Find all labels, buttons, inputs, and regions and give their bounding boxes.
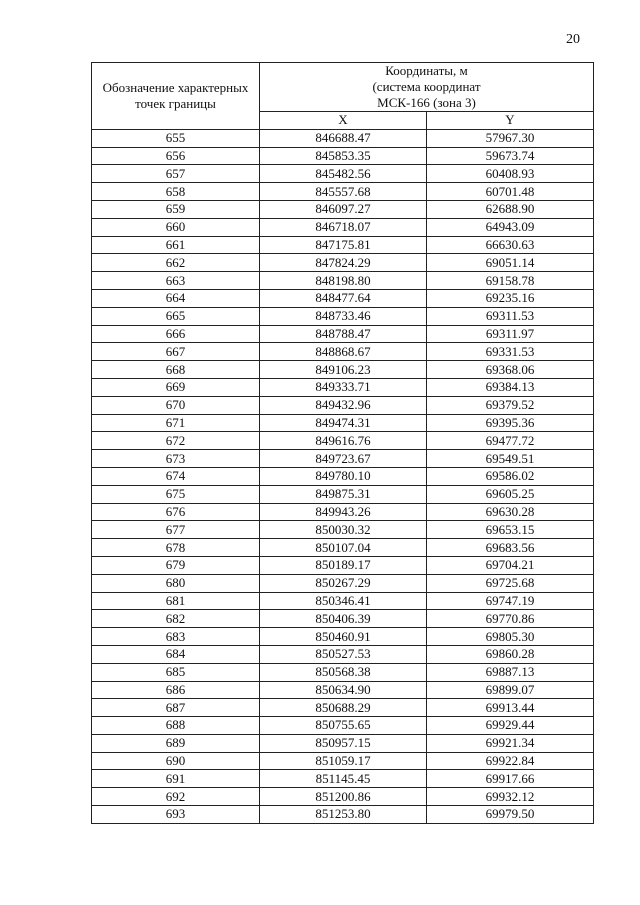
point-id-cell: 657 <box>92 165 260 183</box>
point-id-cell: 655 <box>92 129 260 147</box>
y-coordinate-cell: 69653.15 <box>427 521 594 539</box>
x-coordinate-cell: 849875.31 <box>260 485 427 503</box>
y-coordinate-cell: 69922.84 <box>427 752 594 770</box>
point-id-cell: 684 <box>92 645 260 663</box>
table-row <box>92 378 594 396</box>
x-coordinate-cell: 850406.39 <box>260 610 427 628</box>
x-coordinate-cell: 849943.26 <box>260 503 427 521</box>
point-id-cell: 677 <box>92 521 260 539</box>
point-id-cell: 691 <box>92 770 260 788</box>
y-coordinate-cell: 69395.36 <box>427 414 594 432</box>
y-coordinate-cell: 69630.28 <box>427 503 594 521</box>
x-coordinate-cell: 846718.07 <box>260 218 427 236</box>
x-coordinate-cell: 849432.96 <box>260 396 427 414</box>
y-coordinate-cell: 69932.12 <box>427 788 594 806</box>
table-row <box>92 325 594 343</box>
table-row <box>92 236 594 254</box>
point-id-cell: 693 <box>92 806 260 824</box>
point-id-cell: 680 <box>92 574 260 592</box>
table-row <box>92 218 594 236</box>
header-x: X <box>260 112 427 130</box>
y-coordinate-cell: 69051.14 <box>427 254 594 272</box>
x-coordinate-cell: 850030.32 <box>260 521 427 539</box>
point-id-cell: 690 <box>92 752 260 770</box>
point-id-cell: 661 <box>92 236 260 254</box>
table-row <box>92 254 594 272</box>
x-coordinate-cell: 850107.04 <box>260 539 427 557</box>
x-coordinate-cell: 850346.41 <box>260 592 427 610</box>
table-row <box>92 663 594 681</box>
table-row <box>92 147 594 165</box>
y-coordinate-cell: 69805.30 <box>427 628 594 646</box>
x-coordinate-cell: 848198.80 <box>260 272 427 290</box>
y-coordinate-cell: 59673.74 <box>427 147 594 165</box>
y-coordinate-cell: 69979.50 <box>427 806 594 824</box>
x-coordinate-cell: 847824.29 <box>260 254 427 272</box>
table-row <box>92 343 594 361</box>
point-id-cell: 688 <box>92 717 260 735</box>
table-row <box>92 289 594 307</box>
table-row <box>92 592 594 610</box>
x-coordinate-cell: 848788.47 <box>260 325 427 343</box>
table-row <box>92 752 594 770</box>
table-row <box>92 539 594 557</box>
header-coordinates <box>260 63 594 112</box>
y-coordinate-cell: 69683.56 <box>427 539 594 557</box>
point-id-cell: 669 <box>92 378 260 396</box>
header-coords-line1: Координаты, м <box>385 63 468 78</box>
point-id-cell: 678 <box>92 539 260 557</box>
table-row <box>92 503 594 521</box>
point-id-cell: 682 <box>92 610 260 628</box>
point-id-cell: 671 <box>92 414 260 432</box>
point-id-cell: 672 <box>92 432 260 450</box>
y-coordinate-cell: 69158.78 <box>427 272 594 290</box>
y-coordinate-cell: 69477.72 <box>427 432 594 450</box>
point-id-cell: 675 <box>92 485 260 503</box>
table-row <box>92 165 594 183</box>
table-row <box>92 450 594 468</box>
x-coordinate-cell: 849106.23 <box>260 361 427 379</box>
x-coordinate-cell: 851145.45 <box>260 770 427 788</box>
y-coordinate-cell: 69899.07 <box>427 681 594 699</box>
table-row <box>92 200 594 218</box>
point-id-cell: 656 <box>92 147 260 165</box>
header-point-designation: Обозначение характерных точек границы <box>92 63 260 130</box>
point-id-cell: 679 <box>92 556 260 574</box>
y-coordinate-cell: 60408.93 <box>427 165 594 183</box>
y-coordinate-cell: 60701.48 <box>427 183 594 201</box>
x-coordinate-cell: 849474.31 <box>260 414 427 432</box>
coordinates-table <box>91 62 594 824</box>
x-coordinate-cell: 849723.67 <box>260 450 427 468</box>
point-id-cell: 674 <box>92 467 260 485</box>
point-id-cell: 666 <box>92 325 260 343</box>
y-coordinate-cell: 69368.06 <box>427 361 594 379</box>
point-id-cell: 683 <box>92 628 260 646</box>
x-coordinate-cell: 849333.71 <box>260 378 427 396</box>
point-id-cell: 663 <box>92 272 260 290</box>
y-coordinate-cell: 69929.44 <box>427 717 594 735</box>
y-coordinate-cell: 69913.44 <box>427 699 594 717</box>
table-header <box>92 63 594 130</box>
x-coordinate-cell: 850634.90 <box>260 681 427 699</box>
x-coordinate-cell: 850568.38 <box>260 663 427 681</box>
x-coordinate-cell: 846097.27 <box>260 200 427 218</box>
x-coordinate-cell: 848733.46 <box>260 307 427 325</box>
table-row <box>92 574 594 592</box>
table-row <box>92 610 594 628</box>
x-coordinate-cell: 851059.17 <box>260 752 427 770</box>
x-coordinate-cell: 850755.65 <box>260 717 427 735</box>
x-coordinate-cell: 847175.81 <box>260 236 427 254</box>
table-row <box>92 681 594 699</box>
table-row <box>92 396 594 414</box>
x-coordinate-cell: 851200.86 <box>260 788 427 806</box>
y-coordinate-cell: 69860.28 <box>427 645 594 663</box>
table-body <box>92 129 594 823</box>
table-row <box>92 699 594 717</box>
point-id-cell: 665 <box>92 307 260 325</box>
x-coordinate-cell: 850460.91 <box>260 628 427 646</box>
y-coordinate-cell: 69384.13 <box>427 378 594 396</box>
table-row <box>92 467 594 485</box>
y-coordinate-cell: 69921.34 <box>427 734 594 752</box>
header-y: Y <box>427 112 594 130</box>
header-coords-line2: (система координат <box>372 79 481 94</box>
page-number: 20 <box>566 32 580 47</box>
x-coordinate-cell: 845557.68 <box>260 183 427 201</box>
x-coordinate-cell: 850957.15 <box>260 734 427 752</box>
table-row <box>92 432 594 450</box>
point-id-cell: 660 <box>92 218 260 236</box>
table-row <box>92 788 594 806</box>
table-row <box>92 307 594 325</box>
point-id-cell: 673 <box>92 450 260 468</box>
point-id-cell: 658 <box>92 183 260 201</box>
x-coordinate-cell: 845482.56 <box>260 165 427 183</box>
y-coordinate-cell: 69379.52 <box>427 396 594 414</box>
table-row <box>92 521 594 539</box>
table-row <box>92 361 594 379</box>
point-id-cell: 685 <box>92 663 260 681</box>
y-coordinate-cell: 66630.63 <box>427 236 594 254</box>
y-coordinate-cell: 69586.02 <box>427 467 594 485</box>
x-coordinate-cell: 848477.64 <box>260 289 427 307</box>
table-row <box>92 628 594 646</box>
table-row <box>92 183 594 201</box>
x-coordinate-cell: 850527.53 <box>260 645 427 663</box>
y-coordinate-cell: 69770.86 <box>427 610 594 628</box>
table-row <box>92 272 594 290</box>
table-row <box>92 734 594 752</box>
point-id-cell: 681 <box>92 592 260 610</box>
table-row <box>92 129 594 147</box>
point-id-cell: 664 <box>92 289 260 307</box>
y-coordinate-cell: 69747.19 <box>427 592 594 610</box>
point-id-cell: 659 <box>92 200 260 218</box>
x-coordinate-cell: 850267.29 <box>260 574 427 592</box>
y-coordinate-cell: 69331.53 <box>427 343 594 361</box>
y-coordinate-cell: 62688.90 <box>427 200 594 218</box>
y-coordinate-cell: 69235.16 <box>427 289 594 307</box>
x-coordinate-cell: 851253.80 <box>260 806 427 824</box>
y-coordinate-cell: 69549.51 <box>427 450 594 468</box>
y-coordinate-cell: 69311.53 <box>427 307 594 325</box>
table-row <box>92 414 594 432</box>
point-id-cell: 692 <box>92 788 260 806</box>
table-row <box>92 485 594 503</box>
x-coordinate-cell: 849780.10 <box>260 467 427 485</box>
header-coords-line3: МСК-166 (зона 3) <box>377 95 476 110</box>
y-coordinate-cell: 69887.13 <box>427 663 594 681</box>
x-coordinate-cell: 849616.76 <box>260 432 427 450</box>
x-coordinate-cell: 850688.29 <box>260 699 427 717</box>
table-row <box>92 645 594 663</box>
y-coordinate-cell: 69311.97 <box>427 325 594 343</box>
y-coordinate-cell: 69605.25 <box>427 485 594 503</box>
point-id-cell: 667 <box>92 343 260 361</box>
point-id-cell: 686 <box>92 681 260 699</box>
y-coordinate-cell: 69917.66 <box>427 770 594 788</box>
point-id-cell: 668 <box>92 361 260 379</box>
point-id-cell: 689 <box>92 734 260 752</box>
point-id-cell: 676 <box>92 503 260 521</box>
x-coordinate-cell: 845853.35 <box>260 147 427 165</box>
x-coordinate-cell: 846688.47 <box>260 129 427 147</box>
table-row <box>92 717 594 735</box>
y-coordinate-cell: 64943.09 <box>427 218 594 236</box>
point-id-cell: 687 <box>92 699 260 717</box>
y-coordinate-cell: 69725.68 <box>427 574 594 592</box>
table-row <box>92 806 594 824</box>
table-row <box>92 770 594 788</box>
point-id-cell: 662 <box>92 254 260 272</box>
x-coordinate-cell: 850189.17 <box>260 556 427 574</box>
x-coordinate-cell: 848868.67 <box>260 343 427 361</box>
point-id-cell: 670 <box>92 396 260 414</box>
table-row <box>92 556 594 574</box>
y-coordinate-cell: 69704.21 <box>427 556 594 574</box>
y-coordinate-cell: 57967.30 <box>427 129 594 147</box>
